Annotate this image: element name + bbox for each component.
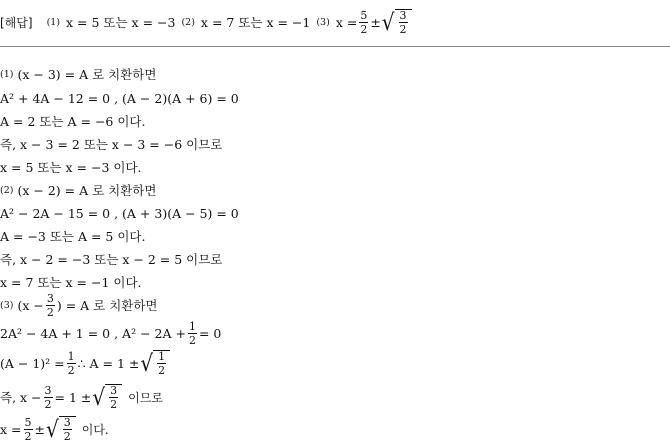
sol1-label: (1) [0, 68, 14, 80]
sol3-line1: 2A² − 4A + 1 = 0 , A² − 2A + $\frac{1}{2}$ = 0 [0, 319, 222, 347]
sol3-line3: 즉, x − $\frac{3}{2}$ = 1 ± √ $\frac{3}{2}$ 이므로 [0, 383, 163, 411]
answer-tag: [해답] [0, 15, 33, 30]
sol2-head-text: (x − 2) = A 로 치환하면 [17, 183, 157, 198]
sol3-line4-fraction: $\frac{5}{2}$ [24, 415, 32, 443]
sol3-head: (3) (x − $\frac{3}{2}$ ) = A 로 치환하면 [0, 291, 158, 319]
answer-3-fraction: $\frac{5}{2}$ [360, 8, 368, 36]
sol1-line4: x = 5 또는 x = −3 이다. [0, 160, 142, 175]
sol2-label: (2) [0, 184, 14, 196]
answer-line [0, 6, 412, 38]
answer-3-lhs: x = [335, 14, 358, 30]
sol1-head-text: (x − 3) = A 로 치환하면 [17, 67, 157, 82]
sol2-line4: x = 7 또는 x = −1 이다. [0, 275, 142, 290]
answer-3-pm: ± [370, 14, 381, 30]
sol3-line2-fraction: $\frac{1}{2}$ [67, 349, 75, 377]
answer-label-3: (3) [316, 16, 330, 28]
divider [0, 46, 670, 47]
answer-label-1: (1) [46, 16, 61, 28]
answer-1: x = 5 또는 x = −3 [66, 15, 176, 30]
sol3-head-fraction: $\frac{3}{2}$ [46, 291, 54, 319]
sol3-line4: x = $\frac{5}{2}$ ± √ $\frac{3}{2}$ 이다. [0, 415, 109, 443]
sol2-line3: 즉, x − 2 = −3 또는 x − 2 = 5 이므로 [0, 252, 223, 267]
sol2-line2: A = −3 또는 A = 5 이다. [0, 229, 146, 244]
sol3-line3-fraction: $\frac{3}{2}$ [44, 383, 52, 411]
sol2-head [0, 180, 156, 200]
sol3-line1-fraction: $\frac{1}{2}$ [188, 319, 196, 347]
sol2-line1: A² − 2A − 15 = 0 , (A + 3)(A − 5) = 0 [0, 205, 239, 221]
answer-label-2: (2) [181, 16, 195, 28]
sol3-line4-sqrt: √ $\frac{3}{2}$ [46, 416, 76, 442]
sol1-line1: A² + 4A − 12 = 0 , (A − 2)(A + 6) = 0 [0, 90, 239, 106]
sol1-line2: A = 2 또는 A = −6 이다. [0, 114, 146, 129]
answer-2: x = 7 또는 x = −1 [200, 15, 311, 30]
sol1-head [0, 64, 156, 84]
sol3-line2: (A − 1)² = $\frac{1}{2}$ ∴ A = 1 ± √ $\frac{1}{2}$ [0, 346, 170, 380]
answer-3-sqrt: √ $\frac{3}{2}$ [382, 9, 412, 35]
sol3-line3-sqrt: √ $\frac{3}{2}$ [92, 384, 122, 410]
sol3-line2-sqrt: √ $\frac{1}{2}$ [140, 350, 170, 376]
sol3-label: (3) [0, 299, 14, 311]
sol1-line3: 즉, x − 3 = 2 또는 x − 3 = −6 이므로 [0, 137, 223, 152]
